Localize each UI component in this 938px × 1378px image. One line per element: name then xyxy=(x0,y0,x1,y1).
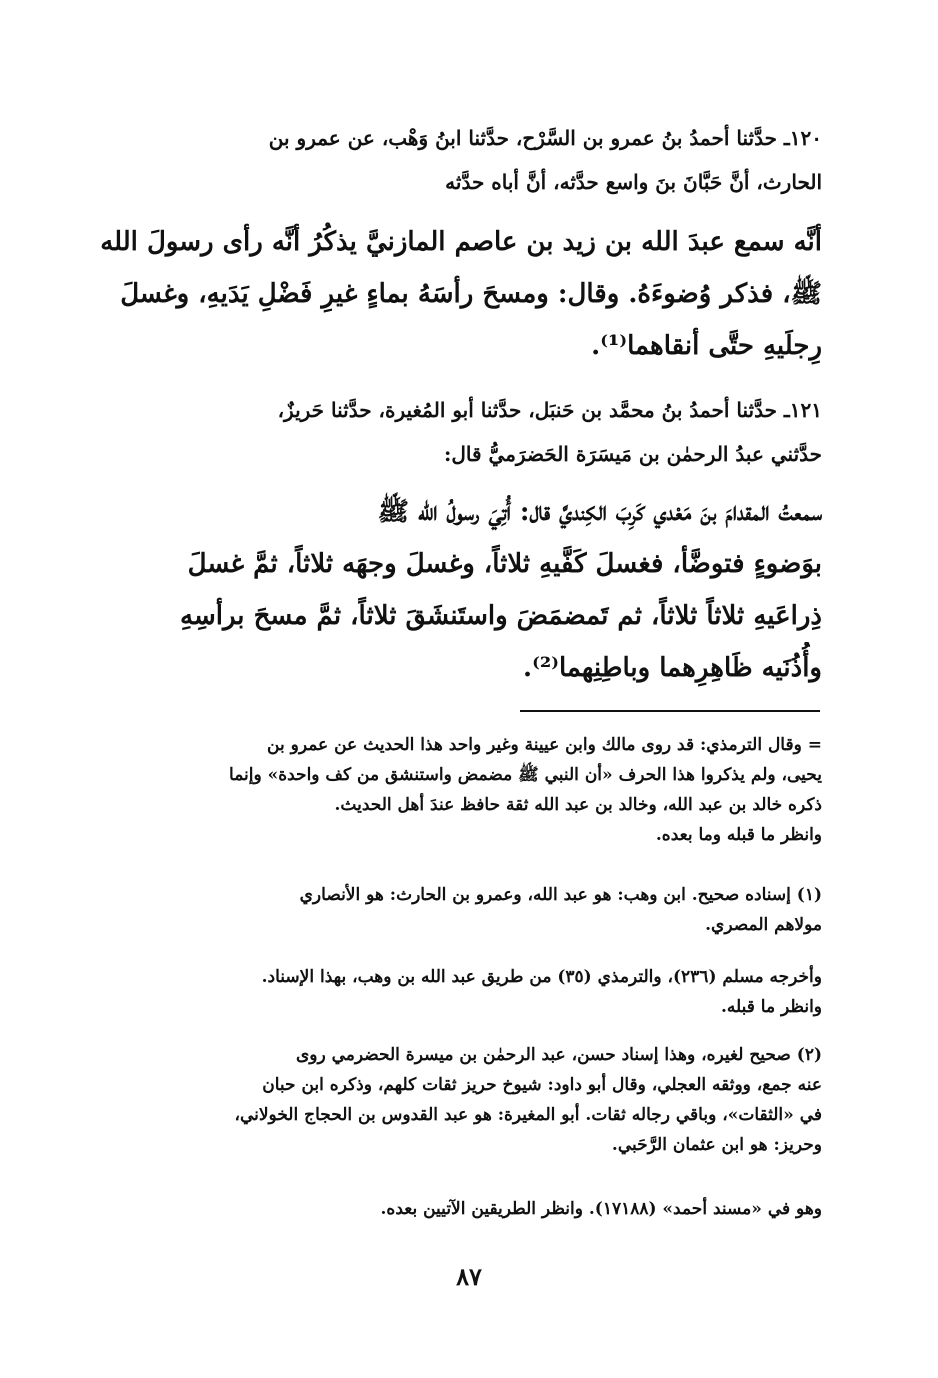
text-line: ١٢٠ـ حدَّثنا أحمدُ بنُ عمرو بن السَّرْح، حدَّثنا ابنُ وَهْب، عن عمرو بن xyxy=(268,126,822,150)
hadith-121-matn xyxy=(100,486,822,694)
text-line: حدَّثني عبدُ الرحمٰن بن مَيسَرَة الحَضرَميُّ قال: xyxy=(444,442,822,466)
text-line: سمعتُ المقدامَ بنَ مَعْدي كَرِبَ الكِنديَّ قال: أُتِيَ رسولُ الله ﷺ xyxy=(377,497,822,527)
text-line: (٢) صحيح لغيره، وهذا إسناد حسن، عبد الرحمٰن بن ميسرة الحضرمي روى xyxy=(295,1045,822,1065)
text-line: وانظر ما قبله وما بعده. xyxy=(655,825,822,845)
text-line: ذكره خالد بن عبد الله، وخالد بن عبد الله ثقة حافظ عندَ أهل الحديث. xyxy=(334,795,822,815)
text-line: (١) إسناده صحيح. ابن وهب: هو عبد الله، وعمرو بن الحارث: هو الأنصاري xyxy=(299,885,822,905)
text-line: بوَضوءٍ فتوضَّأ، فغسلَ كَفَّيهِ ثلاثاً، وغسلَ وجهَه ثلاثاً، ثمَّ غسلَ xyxy=(187,549,822,579)
footnote-2-extra xyxy=(100,1194,822,1224)
text-line: ﷺ، فذكر وُضوءَهُ. وقال: ومسحَ رأسَهُ بماءٍ غيرِ فَضْلِ يَدَيهِ، وغسلَ xyxy=(120,279,822,309)
footnote-1-extra xyxy=(100,962,822,1022)
text-line: ذِراعَيهِ ثلاثاً ثلاثاً، ثم تَمضمَضَ واستَنشَقَ ثلاثاً، ثمَّ مسحَ برأسِهِ xyxy=(180,601,822,631)
text-line: وحريز: هو ابن عثمان الرَّحَبي. xyxy=(611,1135,822,1155)
text-line: مولاهم المصري. xyxy=(705,915,822,935)
text-line: في «الثقات»، وباقي رجاله ثقات. أبو المغيرة: هو عبد القدوس بن الحجاج الخولاني، xyxy=(234,1105,822,1125)
footnote-continuation xyxy=(100,730,822,850)
text-line: الحارث، أنَّ حَبَّانَ بنَ واسع حدَّثه، أنَّ أباه حدَّثه xyxy=(445,170,822,194)
footnote-2 xyxy=(100,1040,822,1160)
text-line: وأخرجه مسلم (٢٣٦)، والترمذي (٣٥) من طريق عبد الله بن وهب، بهذا الإسناد. xyxy=(261,967,822,987)
text-line: رِجلَيهِ حتَّى أنقاهما⁽¹⁾. xyxy=(591,331,822,361)
text-line: يحيى، ولم يذكروا هذا الحرف «أن النبي ﷺ مضمض واستنشق من كف واحدة» وإنما xyxy=(229,765,822,785)
text-line: ١٢١ـ حدَّثنا أحمدُ بنُ محمَّد بن حَنبَل، حدَّثنا أبو المُغيرة، حدَّثنا حَريزٌ، xyxy=(277,398,822,422)
footnote-1 xyxy=(100,880,822,940)
hadith-120-matn xyxy=(100,216,822,372)
text-line: وانظر ما قبله. xyxy=(720,997,822,1017)
text-line: عنه جمع، ووثقه العجلي، وقال أبو داود: شيوخ حريز ثقات كلهم، وذكره ابن حبان xyxy=(262,1075,822,1095)
text-line: وأُذُنَيه ظَاهِرِهما وباطِنِهما⁽²⁾. xyxy=(523,653,822,683)
text-line: أنَّه سمع عبدَ الله بن زيد بن عاصم المازنيَّ يذكُرُ أنَّه رأى رسولَ الله xyxy=(100,227,822,257)
text-line: = وقال الترمذي: قد روى مالك وابن عيينة وغير واحد هذا الحديث عن عمرو بن xyxy=(267,735,822,755)
hadith-121-header xyxy=(100,388,822,476)
hadith-120-header xyxy=(100,116,822,204)
text-line: وهو في «مسند أحمد» (١٧١٨٨). وانظر الطريقين الآتيين بعده. xyxy=(380,1199,822,1219)
page-number: ٨٧ xyxy=(456,1262,482,1291)
footnote-separator xyxy=(520,710,820,712)
